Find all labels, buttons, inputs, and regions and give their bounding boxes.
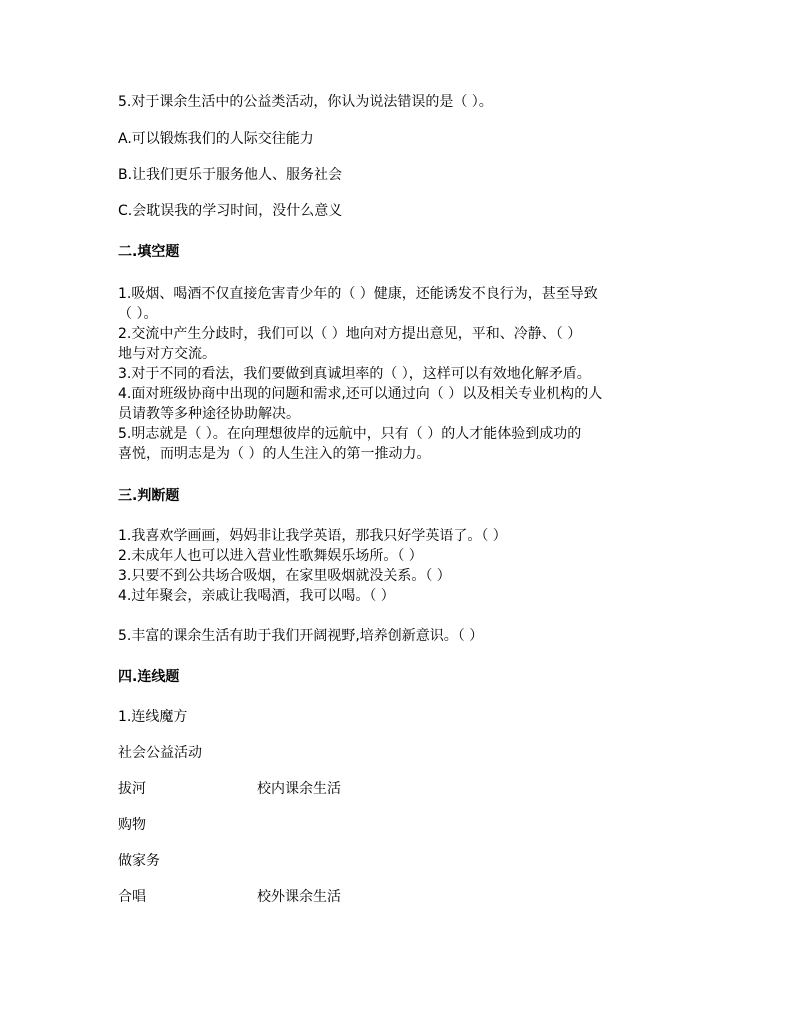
fill-section-heading: 二.填空题 bbox=[118, 244, 180, 260]
match-title: 1.连线魔方 bbox=[118, 709, 188, 725]
fill-item-1-line-1: 1.吸烟、喝酒不仅直接危害青少年的（ ）健康，还能诱发不良行为，甚至导致 bbox=[118, 286, 598, 302]
fill-item-2-line-2: 地与对方交流。 bbox=[118, 346, 216, 362]
fill-item-4-line-2: 员请教等多种途径协助解决。 bbox=[118, 406, 300, 422]
judge-questions bbox=[118, 526, 678, 606]
fill-questions bbox=[118, 284, 678, 464]
fill-item-2-line-1: 2.交流中产生分歧时，我们可以（ ）地向对方提出意见，平和、冷静、（ ） bbox=[118, 326, 582, 342]
mc-option-b: B.让我们更乐于服务他人、服务社会 bbox=[118, 167, 343, 183]
fill-item-4-line-1: 4.面对班级协商中出现的问题和需求,还可以通过向（ ）以及相关专业机构的人 bbox=[118, 386, 603, 402]
match-left-item-3: 购物 bbox=[118, 817, 146, 833]
judge-item-4: 4.过年聚会，亲戚让我喝酒，我可以喝。（ ） bbox=[118, 588, 395, 604]
match-right-item-1: 校内课余生活 bbox=[257, 781, 341, 797]
match-left-item-2: 拔河 bbox=[118, 781, 146, 797]
judge-item-5: 5.丰富的课余生活有助于我们开阔视野,培养创新意识。（ ） bbox=[118, 628, 484, 644]
match-section-heading: 四.连线题 bbox=[118, 669, 180, 685]
match-left-item-1: 社会公益活动 bbox=[118, 745, 202, 761]
mc-question-5: 5.对于课余生活中的公益类活动，你认为说法错误的是（ ）。 bbox=[118, 94, 493, 110]
match-right-item-2: 校外课余生活 bbox=[257, 889, 341, 905]
mc-option-c: C.会耽误我的学习时间，没什么意义 bbox=[118, 203, 343, 219]
judge-item-3: 3.只要不到公共场合吸烟，在家里吸烟就没关系。（ ） bbox=[118, 568, 451, 584]
fill-item-5-line-1: 5.明志就是（ ）。在向理想彼岸的远航中，只有（ ）的人才能体验到成功的 bbox=[118, 426, 582, 442]
fill-item-1-line-2: （ ）。 bbox=[118, 306, 158, 322]
match-left-item-4: 做家务 bbox=[118, 853, 160, 869]
fill-item-3: 3.对于不同的看法，我们要做到真诚坦率的（ ），这样可以有效地化解矛盾。 bbox=[118, 366, 591, 382]
judge-section-heading: 三.判断题 bbox=[118, 488, 180, 504]
fill-item-5-line-2: 喜悦，而明志是为（ ）的人生注入的第一推动力。 bbox=[118, 446, 431, 462]
mc-option-a: A.可以锻炼我们的人际交往能力 bbox=[118, 131, 314, 147]
judge-item-1: 1.我喜欢学画画，妈妈非让我学英语，那我只好学英语了。（ ） bbox=[118, 528, 507, 544]
judge-item-2: 2.未成年人也可以进入营业性歌舞娱乐场所。（ ） bbox=[118, 548, 423, 564]
match-left-item-5: 合唱 bbox=[118, 889, 146, 905]
